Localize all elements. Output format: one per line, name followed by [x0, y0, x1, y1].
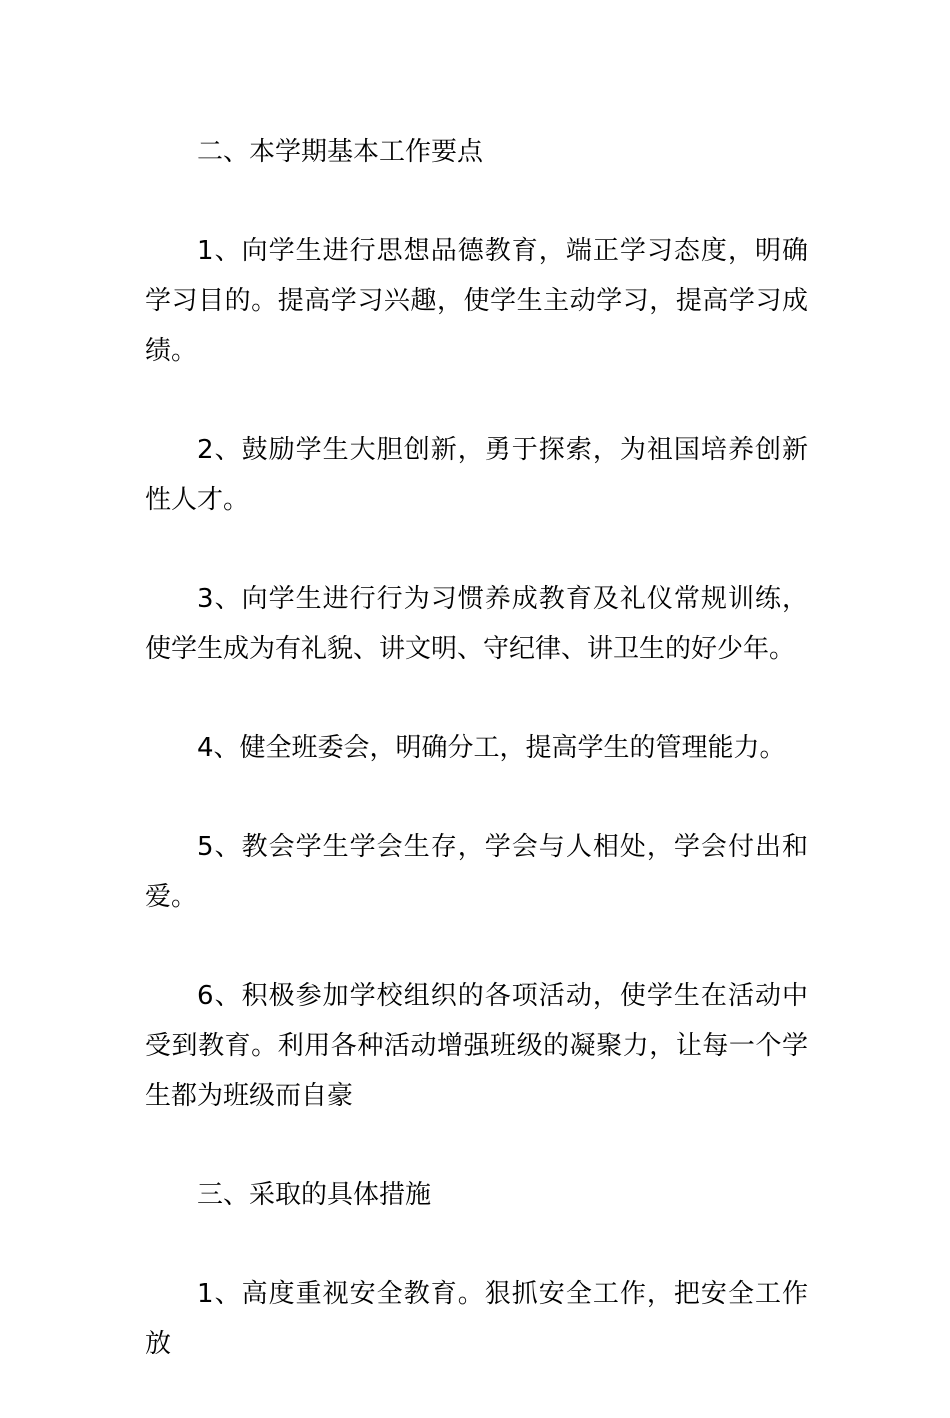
- section-heading-measures: 三、采取的具体措施: [197, 1180, 432, 1210]
- paragraph-item-5: 5、教会学生学会生存，学会与人相处，学会付出和爱。: [145, 832, 808, 912]
- section-heading-work-points: 二、本学期基本工作要点: [197, 137, 484, 167]
- paragraph-item-6: 6、积极参加学校组织的各项活动，使学生在活动中受到教育。利用各种活动增强班级的凝聚力，让每一个学生都为班级而自豪: [145, 981, 808, 1111]
- paragraph-item-4: 4、健全班委会，明确分工，提高学生的管理能力。: [197, 733, 786, 763]
- paragraph-item-3: 3、向学生进行行为习惯养成教育及礼仪常规训练，使学生成为有礼貌、讲文明、守纪律、讲卫生的好少年。: [145, 584, 808, 664]
- paragraph-item-2: 2、鼓励学生大胆创新，勇于探索，为祖国培养创新性人才。: [145, 435, 808, 515]
- document-body: [145, 127, 808, 1418]
- paragraph-item-1: 1、向学生进行思想品德教育，端正学习态度，明确学习目的。提高学习兴趣，使学生主动学习，提高学习成绩。: [145, 236, 808, 366]
- paragraph-measure-1: 1、高度重视安全教育。狠抓安全工作，把安全工作放: [145, 1279, 808, 1359]
